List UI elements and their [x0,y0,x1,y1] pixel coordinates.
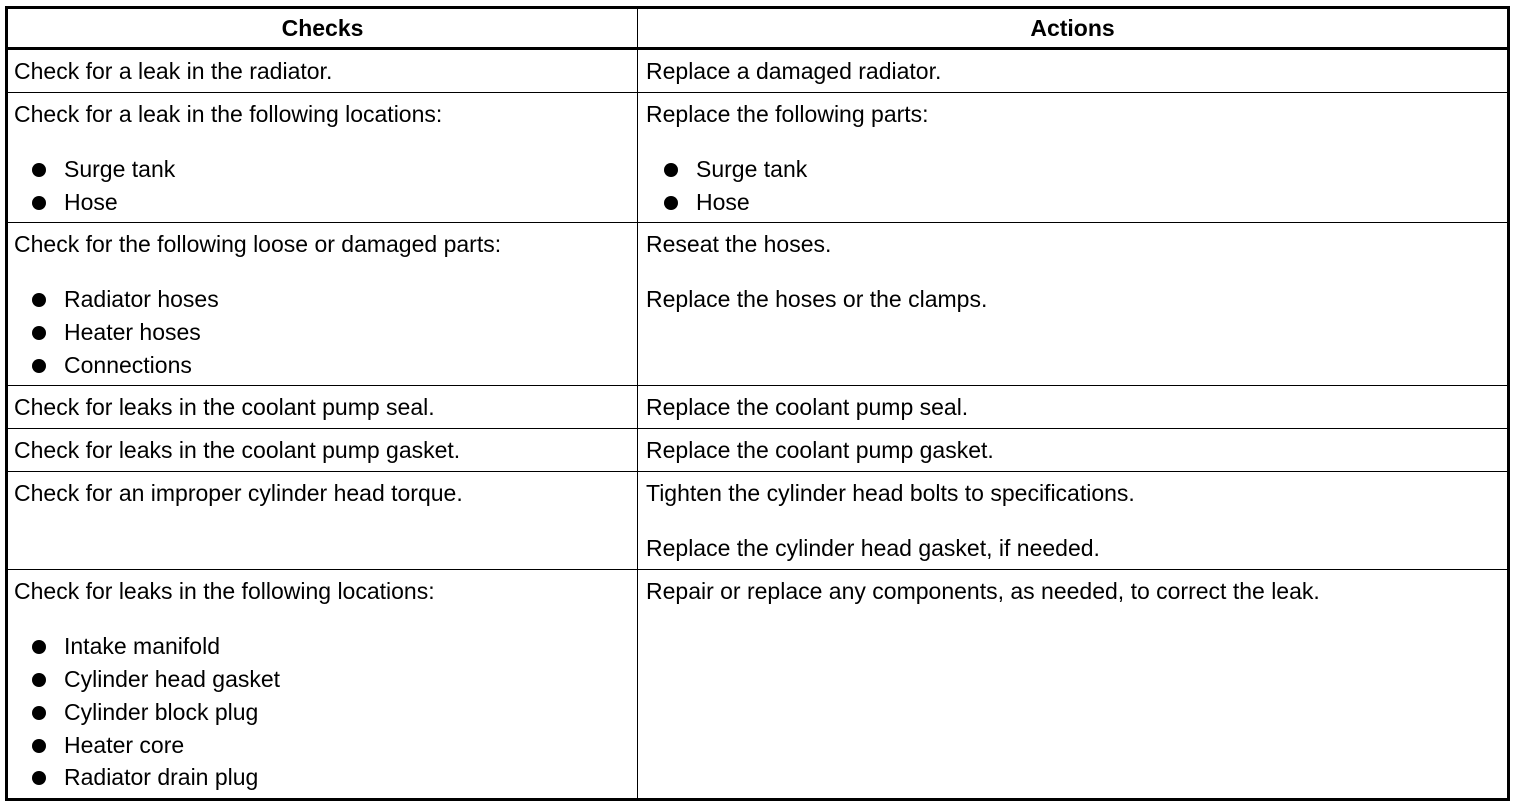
action-text: Replace the coolant pump gasket. [646,437,994,464]
list-item [646,186,1501,219]
table-row [7,429,1509,472]
action-text: Replace the cylinder head gasket, if needed. [646,535,1100,562]
list-item-text: Heater hoses [64,319,201,346]
list-item [14,316,631,349]
bullet-icon [32,771,46,785]
bullet-icon [664,196,678,210]
check-cell [7,223,638,386]
list-item-text: Cylinder head gasket [64,666,281,693]
bullet-icon [32,640,46,654]
action-bullet-list [646,153,1501,218]
check-text: Check for leaks in the coolant pump gasket. [14,437,461,464]
check-bullet-list [14,153,631,218]
table-row [7,570,1509,799]
list-item-text: Cylinder block plug [64,698,259,725]
list-item-text: Surge tank [696,156,808,182]
action-text: Replace the coolant pump seal. [646,394,969,421]
table-row [7,49,1509,93]
bullet-icon [32,196,46,210]
check-text: Check for a leak in the radiator. [14,58,333,84]
list-item [14,630,631,663]
action-cell [638,223,1509,386]
list-item-text: Hose [696,188,750,215]
action-cell [638,429,1509,472]
list-item [14,349,631,382]
action-cell [638,570,1509,799]
bullet-icon [32,326,46,340]
check-cell [7,49,638,93]
list-item-text: Heater core [64,731,185,758]
list-item-text: Intake manifold [64,633,220,660]
check-cell [7,386,638,429]
table-row [7,223,1509,386]
list-item-text: Radiator drain plug [64,764,259,791]
check-text: Check for leaks in the coolant pump seal. [14,394,435,421]
check-text: Check for an improper cylinder head torque. [14,480,463,507]
list-item [14,663,631,696]
list-item [646,153,1501,186]
check-cell [7,570,638,799]
bullet-icon [32,163,46,177]
check-cell [7,472,638,570]
list-item-text: Connections [64,351,192,378]
action-cell [638,386,1509,429]
action-cell [638,93,1509,223]
bullet-icon [32,293,46,307]
action-cell [638,49,1509,93]
bullet-icon [32,739,46,753]
action-cell [638,472,1509,570]
action-text: Replace the following parts: [646,101,929,127]
list-item [14,153,631,186]
check-cell [7,93,638,223]
list-item [14,761,631,794]
list-item [14,696,631,729]
check-text: Check for a leak in the following locations: [14,101,443,127]
bullet-icon [664,163,678,177]
table-row [7,386,1509,429]
actions-column-header: Actions [638,8,1509,49]
table-row [7,472,1509,570]
list-item-text: Radiator hoses [64,286,219,313]
diagnostic-table [5,6,1510,801]
list-item [14,283,631,316]
action-text: Replace the hoses or the clamps. [646,286,988,313]
list-item-text: Hose [64,188,118,215]
table-row [7,93,1509,223]
action-text: Replace a damaged radiator. [646,58,942,84]
check-bullet-list [14,283,631,381]
checks-column-header: Checks [7,8,638,49]
bullet-icon [32,706,46,720]
list-item [14,186,631,219]
action-text: Repair or replace any components, as needed, to correct the leak. [646,578,1320,605]
action-text: Tighten the cylinder head bolts to specifications. [646,480,1135,507]
check-bullet-list [14,630,631,793]
check-cell [7,429,638,472]
bullet-icon [32,359,46,373]
check-text: Check for leaks in the following locations: [14,578,435,605]
bullet-icon [32,673,46,687]
table-header-row [7,8,1509,49]
action-text: Reseat the hoses. [646,231,832,258]
check-text: Check for the following loose or damaged parts: [14,231,502,258]
list-item [14,729,631,762]
list-item-text: Surge tank [64,156,176,182]
